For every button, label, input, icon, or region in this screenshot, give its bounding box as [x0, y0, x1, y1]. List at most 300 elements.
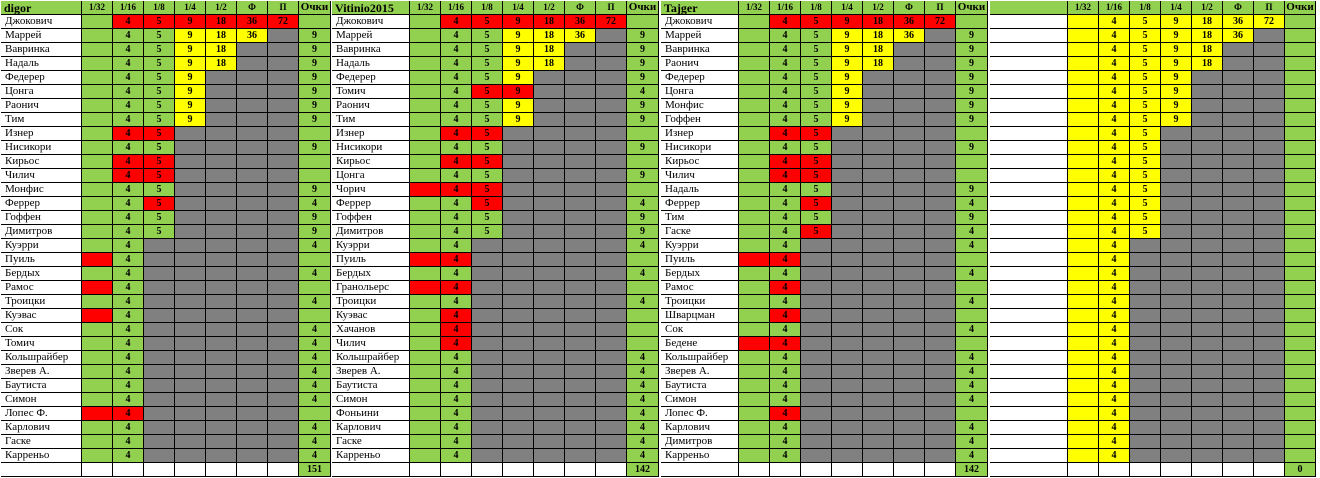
pick-cell[interactable] [739, 421, 770, 435]
round-header[interactable]: 1/16 [113, 1, 144, 15]
pick-cell[interactable] [410, 71, 441, 85]
username-header[interactable]: Tajger [661, 1, 739, 15]
pick-cell[interactable]: 5 [1130, 113, 1161, 127]
total-row-blank[interactable] [1130, 463, 1161, 477]
pick-cell[interactable] [801, 239, 832, 253]
pick-cell[interactable] [206, 435, 237, 449]
total-row-blank[interactable] [472, 463, 503, 477]
pick-cell[interactable] [237, 337, 268, 351]
pick-cell[interactable] [534, 309, 565, 323]
pick-cell[interactable] [565, 57, 596, 71]
player-name[interactable] [990, 211, 1068, 225]
player-name[interactable]: Гоффен [661, 113, 739, 127]
player-name[interactable]: Томич [332, 85, 410, 99]
row-points[interactable]: 4 [299, 337, 331, 351]
pick-cell[interactable] [801, 407, 832, 421]
pick-cell[interactable]: 18 [1192, 29, 1223, 43]
player-name[interactable]: Чилич [1, 169, 82, 183]
player-name[interactable] [990, 15, 1068, 29]
player-name[interactable]: Карреньо [332, 449, 410, 463]
pick-cell[interactable] [268, 113, 299, 127]
pick-cell[interactable] [832, 267, 863, 281]
pick-cell[interactable]: 5 [1130, 127, 1161, 141]
pick-cell[interactable] [82, 99, 113, 113]
round-header[interactable]: 1/32 [739, 1, 770, 15]
pick-cell[interactable] [1130, 379, 1161, 393]
pick-cell[interactable] [503, 365, 534, 379]
pick-cell[interactable]: 5 [472, 43, 503, 57]
player-name[interactable]: Джокович [661, 15, 739, 29]
pick-cell[interactable] [1223, 281, 1254, 295]
pick-cell[interactable] [534, 449, 565, 463]
pick-cell[interactable] [894, 57, 925, 71]
pick-cell[interactable]: 5 [1130, 85, 1161, 99]
pick-cell[interactable] [863, 393, 894, 407]
pick-cell[interactable] [1068, 225, 1099, 239]
row-points[interactable]: 9 [299, 29, 331, 43]
total-row-blank[interactable] [237, 463, 268, 477]
pick-cell[interactable] [832, 351, 863, 365]
pick-cell[interactable] [1161, 197, 1192, 211]
pick-cell[interactable] [410, 99, 441, 113]
pick-cell[interactable] [925, 351, 956, 365]
pick-cell[interactable] [268, 239, 299, 253]
pick-cell[interactable] [1192, 127, 1223, 141]
pick-cell[interactable] [503, 183, 534, 197]
pick-cell[interactable]: 9 [503, 29, 534, 43]
player-name[interactable]: Сок [1, 323, 82, 337]
row-points[interactable] [1285, 407, 1316, 421]
pick-cell[interactable] [565, 253, 596, 267]
pick-cell[interactable] [503, 295, 534, 309]
pick-cell[interactable] [596, 281, 627, 295]
pick-cell[interactable]: 4 [1099, 183, 1130, 197]
pick-cell[interactable] [863, 169, 894, 183]
pick-cell[interactable] [1068, 281, 1099, 295]
pick-cell[interactable]: 4 [441, 309, 472, 323]
pick-cell[interactable] [82, 281, 113, 295]
pick-cell[interactable] [268, 57, 299, 71]
pick-cell[interactable]: 4 [1099, 85, 1130, 99]
pick-cell[interactable]: 5 [801, 15, 832, 29]
row-points[interactable]: 9 [627, 169, 659, 183]
pick-cell[interactable] [1068, 435, 1099, 449]
pick-cell[interactable]: 5 [801, 127, 832, 141]
pick-cell[interactable] [410, 127, 441, 141]
pick-cell[interactable] [565, 379, 596, 393]
pick-cell[interactable]: 5 [472, 99, 503, 113]
pick-cell[interactable] [472, 337, 503, 351]
pick-cell[interactable] [1223, 141, 1254, 155]
pick-cell[interactable] [410, 211, 441, 225]
pick-cell[interactable] [739, 337, 770, 351]
pick-cell[interactable] [1223, 309, 1254, 323]
pick-cell[interactable] [206, 141, 237, 155]
pick-cell[interactable] [503, 169, 534, 183]
points-header[interactable]: Очки [299, 1, 331, 15]
pick-cell[interactable] [206, 127, 237, 141]
pick-cell[interactable] [1130, 253, 1161, 267]
row-points[interactable] [627, 323, 659, 337]
username-header[interactable]: digor [1, 1, 82, 15]
pick-cell[interactable] [175, 337, 206, 351]
row-points[interactable]: 9 [299, 85, 331, 99]
round-header[interactable]: 1/2 [206, 1, 237, 15]
pick-cell[interactable] [503, 435, 534, 449]
pick-cell[interactable] [565, 449, 596, 463]
pick-cell[interactable]: 4 [441, 15, 472, 29]
pick-cell[interactable] [503, 449, 534, 463]
row-points[interactable]: 9 [627, 225, 659, 239]
row-points[interactable]: 9 [627, 43, 659, 57]
pick-cell[interactable]: 5 [472, 169, 503, 183]
pick-cell[interactable] [565, 267, 596, 281]
pick-cell[interactable]: 5 [144, 15, 175, 29]
pick-cell[interactable] [410, 309, 441, 323]
pick-cell[interactable] [1192, 169, 1223, 183]
pick-cell[interactable] [925, 337, 956, 351]
pick-cell[interactable] [1130, 407, 1161, 421]
player-name[interactable]: Кольшрайбер [1, 351, 82, 365]
pick-cell[interactable] [237, 239, 268, 253]
player-name[interactable]: Изнер [1, 127, 82, 141]
round-header[interactable]: 1/4 [832, 1, 863, 15]
total-row-blank[interactable] [1161, 463, 1192, 477]
row-points[interactable]: 9 [956, 57, 988, 71]
pick-cell[interactable] [472, 323, 503, 337]
pick-cell[interactable] [925, 449, 956, 463]
pick-cell[interactable] [175, 449, 206, 463]
pick-cell[interactable] [1192, 351, 1223, 365]
pick-cell[interactable] [565, 71, 596, 85]
pick-cell[interactable] [410, 29, 441, 43]
pick-cell[interactable] [565, 211, 596, 225]
pick-cell[interactable] [801, 393, 832, 407]
player-name[interactable]: Пуиль [661, 253, 739, 267]
row-points[interactable] [1285, 15, 1316, 29]
row-points[interactable]: 4 [956, 365, 988, 379]
pick-cell[interactable]: 5 [472, 57, 503, 71]
pick-cell[interactable]: 4 [1099, 253, 1130, 267]
pick-cell[interactable]: 5 [801, 183, 832, 197]
pick-cell[interactable] [206, 225, 237, 239]
pick-cell[interactable] [82, 309, 113, 323]
pick-cell[interactable] [175, 281, 206, 295]
pick-cell[interactable] [237, 295, 268, 309]
pick-cell[interactable]: 4 [113, 113, 144, 127]
pick-cell[interactable] [894, 351, 925, 365]
pick-cell[interactable] [237, 281, 268, 295]
pick-cell[interactable] [925, 113, 956, 127]
pick-cell[interactable] [894, 141, 925, 155]
pick-cell[interactable] [206, 183, 237, 197]
pick-cell[interactable] [565, 337, 596, 351]
pick-cell[interactable] [268, 225, 299, 239]
pick-cell[interactable] [206, 449, 237, 463]
pick-cell[interactable] [832, 407, 863, 421]
pick-cell[interactable] [739, 239, 770, 253]
player-name[interactable]: Изнер [661, 127, 739, 141]
pick-cell[interactable] [175, 169, 206, 183]
pick-cell[interactable] [801, 421, 832, 435]
pick-cell[interactable] [739, 379, 770, 393]
round-header[interactable]: П [1254, 1, 1285, 15]
pick-cell[interactable] [410, 407, 441, 421]
pick-cell[interactable]: 18 [1192, 43, 1223, 57]
pick-cell[interactable]: 4 [441, 99, 472, 113]
pick-cell[interactable]: 4 [441, 449, 472, 463]
pick-cell[interactable] [410, 253, 441, 267]
pick-cell[interactable] [472, 421, 503, 435]
player-name[interactable]: Джокович [332, 15, 410, 29]
row-points[interactable]: 4 [299, 393, 331, 407]
pick-cell[interactable] [596, 421, 627, 435]
pick-cell[interactable]: 4 [441, 225, 472, 239]
pick-cell[interactable] [565, 435, 596, 449]
pick-cell[interactable] [565, 225, 596, 239]
player-name[interactable]: Пуиль [332, 253, 410, 267]
pick-cell[interactable]: 18 [863, 29, 894, 43]
pick-cell[interactable] [206, 71, 237, 85]
pick-cell[interactable] [596, 113, 627, 127]
pick-cell[interactable] [82, 211, 113, 225]
pick-cell[interactable]: 5 [801, 43, 832, 57]
pick-cell[interactable] [832, 323, 863, 337]
pick-cell[interactable]: 4 [441, 365, 472, 379]
pick-cell[interactable]: 5 [1130, 183, 1161, 197]
pick-cell[interactable] [1068, 393, 1099, 407]
pick-cell[interactable] [596, 351, 627, 365]
row-points[interactable] [956, 337, 988, 351]
row-points[interactable] [1285, 393, 1316, 407]
pick-cell[interactable]: 9 [503, 15, 534, 29]
pick-cell[interactable] [268, 281, 299, 295]
row-points[interactable]: 4 [299, 435, 331, 449]
pick-cell[interactable] [739, 15, 770, 29]
pick-cell[interactable] [175, 183, 206, 197]
pick-cell[interactable] [175, 407, 206, 421]
pick-cell[interactable] [596, 141, 627, 155]
total-points[interactable]: 142 [956, 463, 988, 477]
pick-cell[interactable]: 5 [472, 127, 503, 141]
pick-cell[interactable] [1068, 127, 1099, 141]
pick-cell[interactable] [410, 295, 441, 309]
total-row-blank[interactable] [1223, 463, 1254, 477]
pick-cell[interactable] [1068, 449, 1099, 463]
pick-cell[interactable]: 4 [770, 99, 801, 113]
pick-cell[interactable] [144, 253, 175, 267]
pick-cell[interactable] [175, 435, 206, 449]
pick-cell[interactable]: 5 [472, 141, 503, 155]
pick-cell[interactable] [596, 211, 627, 225]
pick-cell[interactable]: 4 [770, 85, 801, 99]
player-name[interactable]: Гаске [661, 225, 739, 239]
pick-cell[interactable] [863, 351, 894, 365]
row-points[interactable] [1285, 169, 1316, 183]
pick-cell[interactable] [237, 57, 268, 71]
pick-cell[interactable] [206, 253, 237, 267]
row-points[interactable] [1285, 253, 1316, 267]
pick-cell[interactable] [596, 57, 627, 71]
pick-cell[interactable] [1254, 211, 1285, 225]
pick-cell[interactable] [832, 197, 863, 211]
pick-cell[interactable] [1254, 267, 1285, 281]
pick-cell[interactable] [410, 267, 441, 281]
pick-cell[interactable] [1130, 365, 1161, 379]
pick-cell[interactable] [596, 71, 627, 85]
pick-cell[interactable] [237, 253, 268, 267]
pick-cell[interactable] [206, 323, 237, 337]
player-name[interactable]: Цонга [332, 169, 410, 183]
pick-cell[interactable] [565, 323, 596, 337]
pick-cell[interactable] [268, 379, 299, 393]
row-points[interactable]: 9 [956, 141, 988, 155]
pick-cell[interactable] [268, 141, 299, 155]
row-points[interactable]: 4 [627, 197, 659, 211]
pick-cell[interactable]: 5 [1130, 197, 1161, 211]
player-name[interactable]: Томич [1, 337, 82, 351]
pick-cell[interactable] [410, 323, 441, 337]
pick-cell[interactable] [1161, 421, 1192, 435]
row-points[interactable]: 4 [956, 393, 988, 407]
pick-cell[interactable] [894, 183, 925, 197]
pick-cell[interactable] [268, 351, 299, 365]
pick-cell[interactable] [1068, 421, 1099, 435]
row-points[interactable]: 4 [299, 379, 331, 393]
row-points[interactable]: 4 [627, 365, 659, 379]
pick-cell[interactable] [503, 197, 534, 211]
pick-cell[interactable] [1161, 281, 1192, 295]
pick-cell[interactable] [534, 113, 565, 127]
row-points[interactable] [1285, 379, 1316, 393]
player-name[interactable]: Карлович [661, 421, 739, 435]
player-name[interactable]: Маррей [332, 29, 410, 43]
pick-cell[interactable]: 4 [441, 351, 472, 365]
pick-cell[interactable]: 5 [801, 197, 832, 211]
pick-cell[interactable]: 4 [770, 393, 801, 407]
pick-cell[interactable]: 5 [1130, 43, 1161, 57]
pick-cell[interactable]: 18 [1192, 57, 1223, 71]
pick-cell[interactable] [472, 407, 503, 421]
pick-cell[interactable] [1254, 225, 1285, 239]
round-header[interactable]: 1/8 [144, 1, 175, 15]
pick-cell[interactable] [1161, 127, 1192, 141]
pick-cell[interactable]: 9 [1161, 57, 1192, 71]
pick-cell[interactable]: 4 [441, 337, 472, 351]
total-points[interactable]: 151 [299, 463, 331, 477]
player-name[interactable] [990, 435, 1068, 449]
pick-cell[interactable] [1254, 365, 1285, 379]
player-name[interactable]: Симон [332, 393, 410, 407]
total-row-blank[interactable] [832, 463, 863, 477]
player-name[interactable]: Лопес Ф. [1, 407, 82, 421]
pick-cell[interactable]: 4 [770, 183, 801, 197]
pick-cell[interactable]: 4 [1099, 393, 1130, 407]
pick-cell[interactable]: 4 [1099, 295, 1130, 309]
pick-cell[interactable] [739, 57, 770, 71]
pick-cell[interactable]: 4 [441, 379, 472, 393]
pick-cell[interactable] [925, 421, 956, 435]
pick-cell[interactable] [1161, 253, 1192, 267]
pick-cell[interactable]: 5 [472, 197, 503, 211]
pick-cell[interactable] [144, 379, 175, 393]
row-points[interactable] [1285, 365, 1316, 379]
player-name[interactable] [990, 169, 1068, 183]
pick-cell[interactable]: 4 [113, 225, 144, 239]
row-points[interactable]: 9 [299, 71, 331, 85]
pick-cell[interactable] [925, 57, 956, 71]
pick-cell[interactable] [206, 169, 237, 183]
row-points[interactable]: 4 [956, 379, 988, 393]
pick-cell[interactable] [1068, 113, 1099, 127]
player-name[interactable]: Цонга [1, 85, 82, 99]
player-name[interactable] [990, 57, 1068, 71]
pick-cell[interactable]: 5 [472, 155, 503, 169]
row-points[interactable]: 4 [627, 449, 659, 463]
row-points[interactable]: 4 [299, 449, 331, 463]
pick-cell[interactable] [534, 337, 565, 351]
row-points[interactable] [956, 169, 988, 183]
row-points[interactable] [1285, 155, 1316, 169]
player-name[interactable]: Гоффен [1, 211, 82, 225]
pick-cell[interactable] [894, 281, 925, 295]
pick-cell[interactable] [1068, 295, 1099, 309]
row-points[interactable]: 9 [627, 141, 659, 155]
pick-cell[interactable]: 4 [441, 155, 472, 169]
row-points[interactable] [1285, 309, 1316, 323]
round-header[interactable]: П [925, 1, 956, 15]
row-points[interactable]: 4 [956, 267, 988, 281]
pick-cell[interactable] [565, 113, 596, 127]
pick-cell[interactable] [206, 155, 237, 169]
pick-cell[interactable] [1223, 267, 1254, 281]
pick-cell[interactable]: 4 [441, 197, 472, 211]
row-points[interactable]: 9 [299, 225, 331, 239]
pick-cell[interactable] [534, 323, 565, 337]
pick-cell[interactable] [410, 379, 441, 393]
row-points[interactable]: 9 [956, 85, 988, 99]
pick-cell[interactable] [801, 337, 832, 351]
player-name[interactable]: Изнер [332, 127, 410, 141]
pick-cell[interactable] [1254, 407, 1285, 421]
pick-cell[interactable] [894, 393, 925, 407]
pick-cell[interactable] [894, 379, 925, 393]
pick-cell[interactable] [739, 281, 770, 295]
pick-cell[interactable] [596, 99, 627, 113]
pick-cell[interactable]: 4 [1099, 351, 1130, 365]
pick-cell[interactable] [739, 323, 770, 337]
pick-cell[interactable] [410, 169, 441, 183]
pick-cell[interactable] [1068, 99, 1099, 113]
pick-cell[interactable]: 5 [472, 183, 503, 197]
round-header[interactable]: 1/4 [1161, 1, 1192, 15]
pick-cell[interactable] [894, 239, 925, 253]
pick-cell[interactable] [596, 169, 627, 183]
pick-cell[interactable] [1223, 379, 1254, 393]
pick-cell[interactable] [1254, 337, 1285, 351]
pick-cell[interactable] [565, 309, 596, 323]
pick-cell[interactable]: 5 [144, 85, 175, 99]
pick-cell[interactable] [1068, 365, 1099, 379]
player-name[interactable]: Баутиста [332, 379, 410, 393]
row-points[interactable]: 9 [956, 113, 988, 127]
pick-cell[interactable]: 5 [144, 155, 175, 169]
pick-cell[interactable] [925, 295, 956, 309]
player-name[interactable]: Кольшрайбер [661, 351, 739, 365]
pick-cell[interactable] [565, 295, 596, 309]
pick-cell[interactable]: 36 [565, 29, 596, 43]
player-name[interactable]: Гранольерс [332, 281, 410, 295]
